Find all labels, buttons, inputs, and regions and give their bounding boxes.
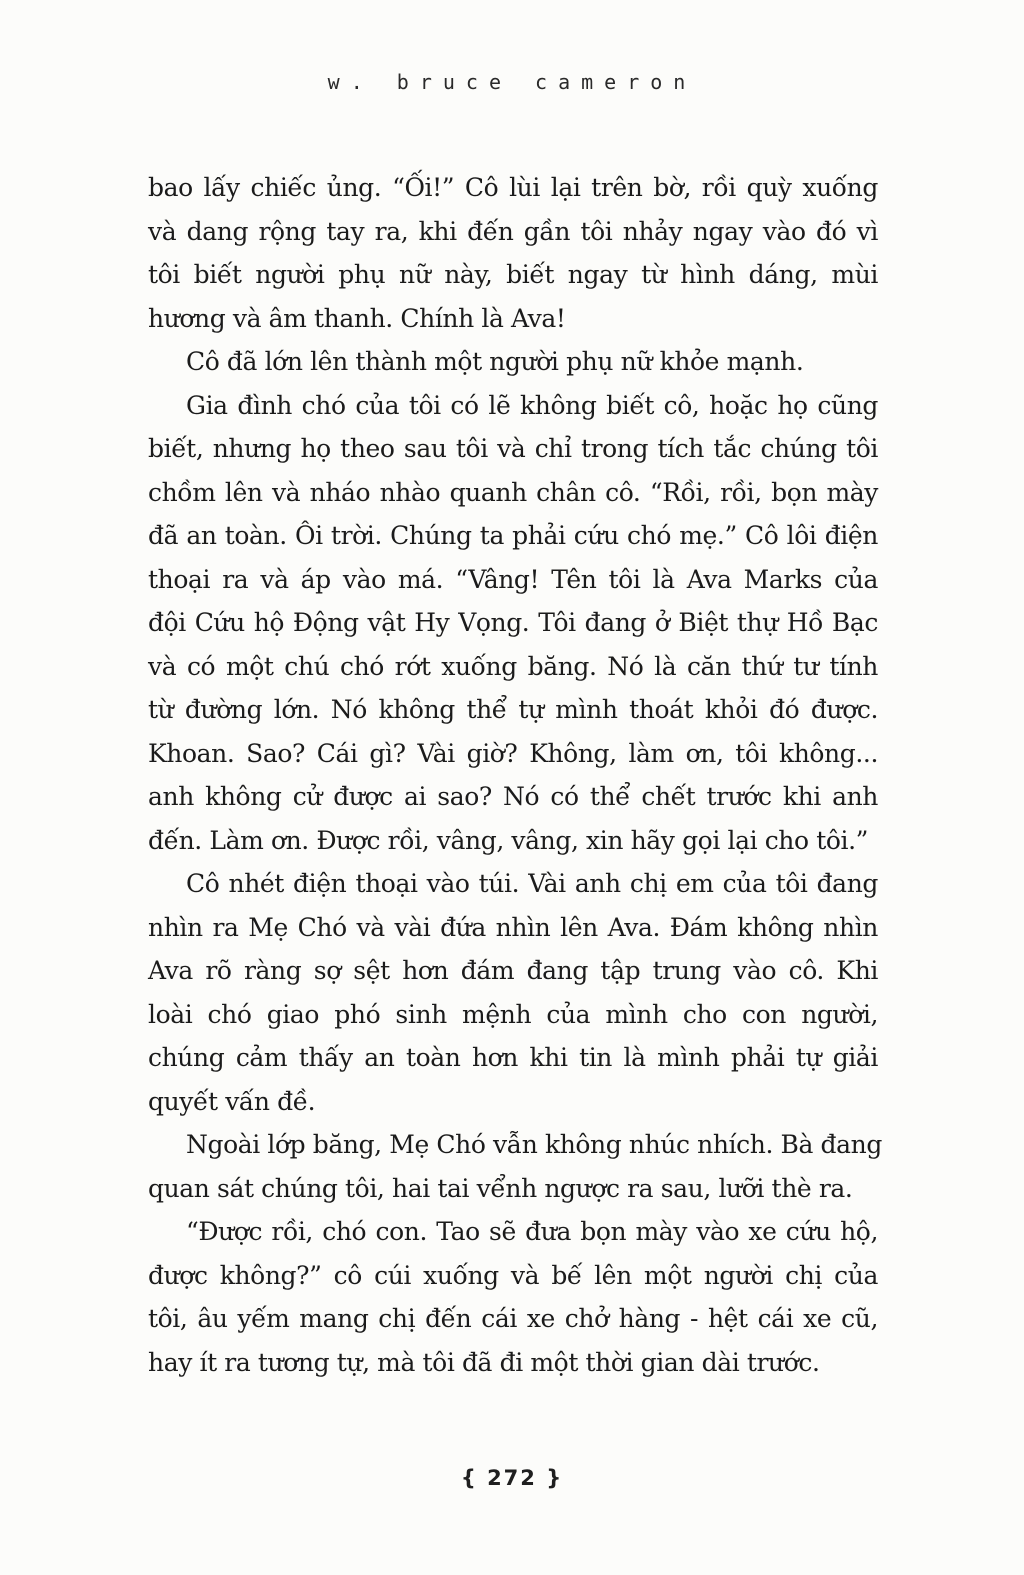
text-line: từ đường lớn. Nó không thể tự mình thoát khỏi đó được.: [148, 695, 878, 724]
text-line: chúng cảm thấy an toàn hơn khi tin là mình phải tự giải: [148, 1043, 878, 1072]
text-line: quan sát chúng tôi, hai tai vểnh ngược ra sau, lưỡi thè ra.: [148, 1173, 853, 1203]
text-line: hương và âm thanh. Chính là Ava!: [148, 303, 566, 333]
text-line: Cô đã lớn lên thành một người phụ nữ khỏe mạnh.: [186, 347, 804, 376]
text-line: “Được rồi, chó con. Tao sẽ đưa bọn mày vào xe cứu hộ,: [186, 1217, 878, 1246]
page-number: { 272 }: [460, 1466, 564, 1490]
text-line: đến. Làm ơn. Được rồi, vâng, vâng, xin hãy gọi lại cho tôi.”: [148, 825, 869, 855]
text-line: Ngoài lớp băng, Mẹ Chó vẫn không nhúc nhích. Bà đang: [186, 1130, 882, 1159]
text-block: [148, 166, 882, 1384]
text-line: hay ít ra tương tự, mà tôi đã đi một thời gian dài trước.: [148, 1347, 820, 1377]
text-line: thoại ra và áp vào má. “Vâng! Tên tôi là Ava Marks của: [148, 564, 878, 594]
text-line: đội Cứu hộ Động vật Hy Vọng. Tôi đang ở Biệt thự Hồ Bạc: [148, 608, 878, 637]
text-line: tôi, âu yếm mang chị đến cái xe chở hàng - hệt cái xe cũ,: [148, 1304, 878, 1333]
text-line: và dang rộng tay ra, khi đến gần tôi nhảy ngay vào đó vì: [148, 216, 878, 246]
paragraph: [148, 862, 878, 1123]
text-line: biết, nhưng họ theo sau tôi và chỉ trong tích tắc chúng tôi: [148, 434, 878, 463]
text-line: được không?” cô cúi xuống và bế lên một người chị của: [148, 1260, 878, 1290]
text-line: Khoan. Sao? Cái gì? Vài giờ? Không, làm ơn, tôi không...: [148, 738, 878, 768]
paragraph: [148, 384, 878, 863]
text-line: Gia đình chó của tôi có lẽ không biết cô, hoặc họ cũng: [186, 390, 878, 420]
text-line: tôi biết người phụ nữ này, biết ngay từ hình dáng, mùi: [148, 260, 878, 289]
text-line: Ava rõ ràng sợ sệt hơn đám đang tập trung vào cô. Khi: [148, 956, 878, 985]
text-line: anh không cử được ai sao? Nó có thể chết trước khi anh: [148, 782, 878, 811]
paragraph: [148, 340, 878, 384]
text-line: đã an toàn. Ôi trời. Chúng ta phải cứu chó mẹ.” Cô lôi điện: [148, 521, 878, 550]
running-header-author: w. bruce cameron: [327, 70, 697, 94]
text-line: quyết vấn đề.: [148, 1086, 316, 1116]
paragraph: [148, 1123, 882, 1210]
paragraph: [148, 1210, 878, 1384]
text-line: bao lấy chiếc ủng. “Ối!” Cô lùi lại trên bờ, rồi quỳ xuống: [148, 173, 878, 202]
text-line: nhìn ra Mẹ Chó và vài đứa nhìn lên Ava. Đám không nhìn: [148, 912, 878, 942]
text-line: chồm lên và nháo nhào quanh chân cô. “Rồi, rồi, bọn mày: [148, 477, 878, 507]
text-line: loài chó giao phó sinh mệnh của mình cho con người,: [148, 999, 878, 1029]
text-line: và có một chú chó rớt xuống băng. Nó là căn thứ tư tính: [148, 651, 878, 681]
paragraph: [148, 166, 878, 340]
text-line: Cô nhét điện thoại vào túi. Vài anh chị em của tôi đang: [186, 869, 878, 898]
